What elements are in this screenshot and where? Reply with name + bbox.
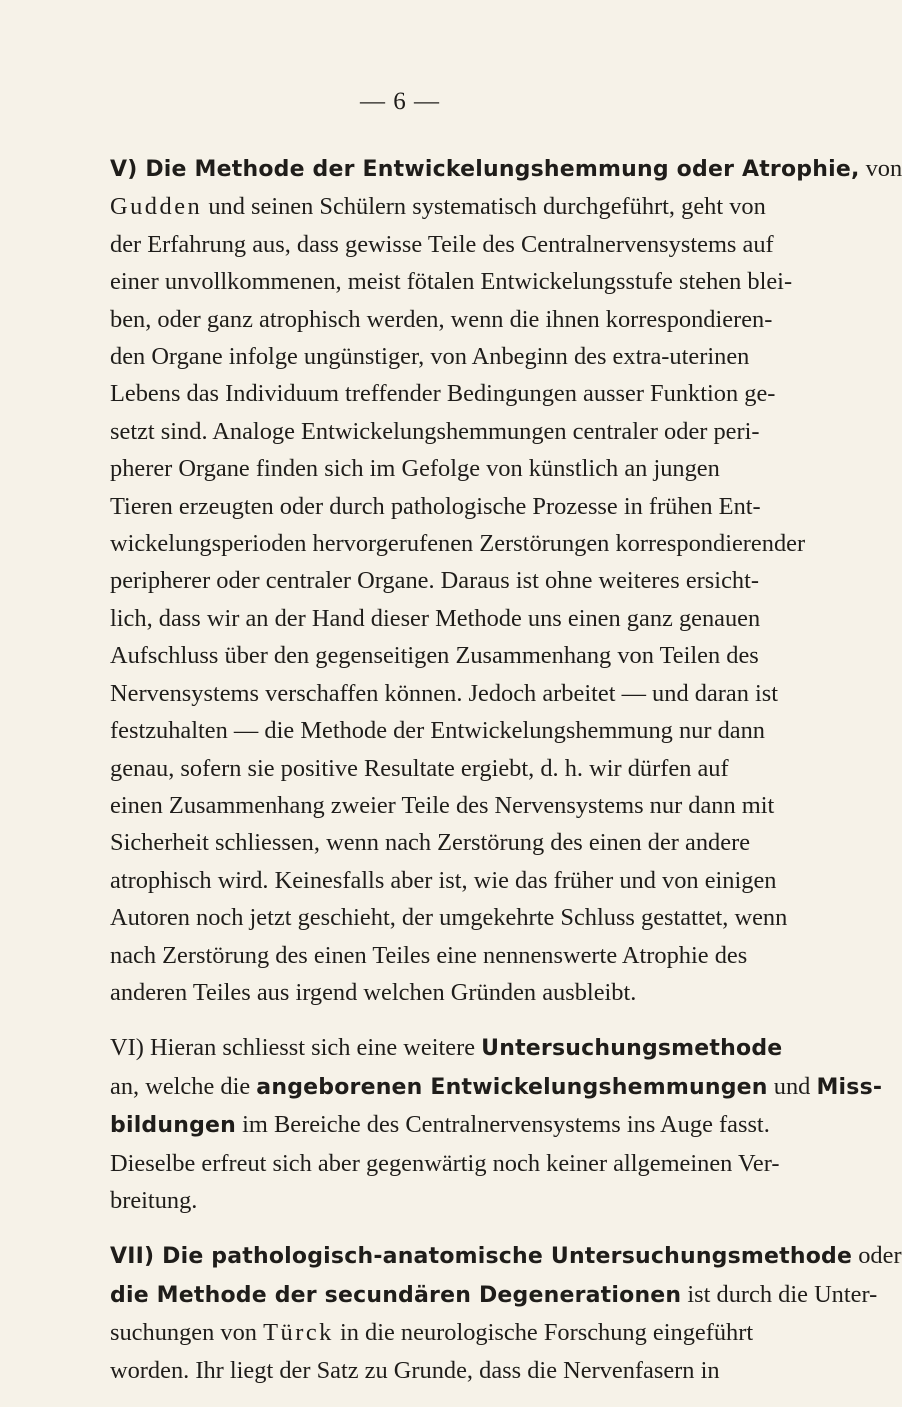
text-run: im Bereiche des Centralnervensystems ins Auge fasst. [236, 1111, 770, 1139]
text-line [110, 1145, 780, 1182]
text-line [110, 1068, 883, 1106]
text-run: und seinen Schülern systematisch durchgeführt, geht von [202, 193, 766, 221]
text-run: VI) Hieran schliesst sich eine weitere [110, 1034, 482, 1062]
text-line [110, 899, 788, 936]
text-line [110, 338, 750, 375]
text-line [110, 301, 773, 338]
text-line [110, 862, 777, 899]
text-line [110, 974, 702, 1011]
text-run: einen Zusammenhang zweier Teile des Nervensystems nur dann mit [110, 791, 775, 819]
text-run: nach Zerstörung des einen Teiles eine nennenswerte Atrophie des [110, 941, 748, 969]
text-run: von [859, 155, 902, 182]
text-run: den Organe infolge ungünstiger, von Anbeginn des extra-uterinen [110, 343, 750, 371]
text-run: festzuhalten — die Methode der Entwickelungshemmung nur dann [110, 717, 765, 745]
text-line [110, 1182, 702, 1219]
text-line [110, 637, 759, 674]
text-run: Sicherheit schliessen, wenn nach Zerstörung des einen der andere [110, 829, 751, 857]
text-run: und [767, 1072, 817, 1100]
bold-term: VII) Die pathologisch-anatomische Untersuchungsmethode [110, 1244, 853, 1270]
text-run: der Erfahrung aus, dass gewisse Teile des Centralnervensystems auf [110, 230, 774, 258]
paragraph [110, 1029, 883, 1219]
text-run: breitung. [110, 1186, 198, 1214]
page-number: — 6 — [360, 88, 440, 115]
text-run: einer unvollkommenen, meist fötalen Entwickelungsstufe stehen blei- [110, 268, 793, 296]
bold-term: bildungen [110, 1113, 237, 1139]
text-line [110, 413, 760, 450]
text-line [110, 1237, 902, 1275]
text-run: oder [852, 1242, 902, 1270]
text-line [110, 525, 806, 562]
text-run: setzt sind. Analoge Entwickelungshemmungen centraler oder peri- [110, 417, 760, 445]
bold-term: Untersuchungsmethode [481, 1036, 783, 1062]
bold-term: angeborenen Entwickelungshemmungen [256, 1074, 768, 1100]
text-run: Autoren noch jetzt geschieht, der umgekehrte Schluss gestattet, wenn [110, 904, 788, 932]
paragraph [110, 1237, 902, 1389]
text-run: Dieselbe erfreut sich aber gegenwärtig noch keiner allgemeinen Ver- [110, 1149, 780, 1177]
text-line [110, 600, 761, 637]
text-line [110, 562, 759, 599]
text-run: genau, sofern sie positive Resultate ergiebt, d. h. wir dürfen auf [110, 754, 729, 782]
text-run: atrophisch wird. Keinesfalls aber ist, wie das früher und von einigen [110, 866, 777, 894]
text-line [110, 375, 776, 412]
text-run: in die neurologische Forschung eingeführt [333, 1319, 754, 1347]
text-run: Aufschluss über den gegenseitigen Zusammenhang von Teilen des [110, 642, 759, 670]
text-run: Lebens das Individuum treffender Bedingungen ausser Funktion ge- [110, 380, 776, 408]
bold-term: die Methode der secundären Degenerationen [110, 1282, 682, 1308]
body-text [110, 150, 902, 1407]
text-run: Nervensystems verschaffen können. Jedoch arbeitet — und daran ist [110, 679, 779, 707]
text-run: ben, oder ganz atrophisch werden, wenn die ihnen korrespondieren- [110, 305, 773, 333]
text-line [110, 824, 751, 861]
text-run: ist durch die Unter- [681, 1280, 878, 1308]
text-line [110, 1314, 754, 1351]
text-line [110, 1352, 720, 1389]
text-line [110, 937, 748, 974]
text-run: suchungen von [110, 1319, 264, 1347]
text-line [110, 712, 765, 749]
text-line [110, 150, 902, 188]
bold-term: V) Die Methode der Entwickelungshemmung oder Atrophie, [110, 157, 860, 182]
text-line [110, 1106, 770, 1144]
text-line [110, 488, 761, 525]
text-line [110, 787, 775, 824]
text-run: an, welche die [110, 1072, 257, 1100]
text-line [110, 450, 720, 487]
text-line [110, 675, 779, 712]
text-run: peripherer oder centraler Organe. Daraus ist ohne weiteres ersicht- [110, 567, 759, 595]
spaced-name: Gudden [110, 193, 203, 221]
spaced-name: Türck [263, 1319, 334, 1347]
text-run: Tieren erzeugten oder durch pathologische Prozesse in frühen Ent- [110, 492, 761, 520]
text-line [110, 226, 774, 263]
text-line [110, 1029, 783, 1067]
text-line [110, 750, 729, 787]
text-run: lich, dass wir an der Hand dieser Methode uns einen ganz genauen [110, 604, 761, 632]
text-run: wickelungsperioden hervorgerufenen Zerstörungen korrespondierender [110, 530, 806, 558]
text-run: anderen Teiles aus irgend welchen Gründen ausbleibt. [110, 978, 637, 1006]
text-line [110, 263, 793, 300]
text-line [110, 1276, 878, 1314]
text-line [110, 188, 766, 225]
bold-term: Miss- [816, 1074, 883, 1100]
paragraph [110, 150, 902, 1011]
text-run: pherer Organe finden sich im Gefolge von künstlich an jungen [110, 455, 720, 483]
text-run: worden. Ihr liegt der Satz zu Grunde, dass die Nervenfasern in [110, 1356, 720, 1384]
